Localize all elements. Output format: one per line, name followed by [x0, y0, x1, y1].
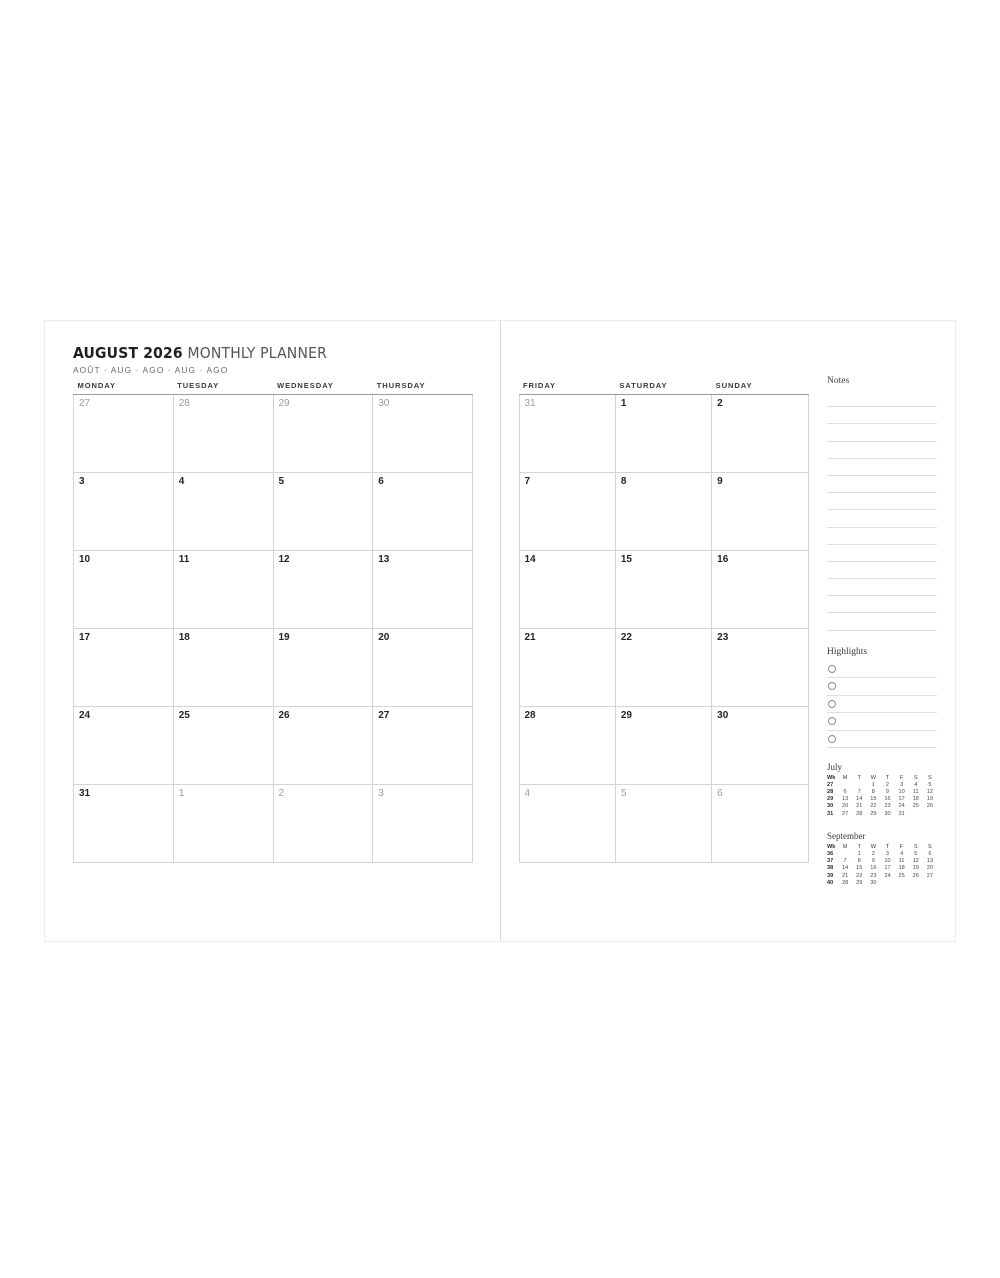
circle-icon[interactable]	[828, 682, 836, 690]
notes-line[interactable]	[827, 424, 937, 441]
mini-day-cell: 29	[870, 810, 877, 817]
notes-line[interactable]	[827, 510, 937, 527]
notes-line[interactable]	[827, 390, 937, 407]
mini-calendar-table	[827, 774, 937, 817]
calendar-week-row	[519, 785, 808, 863]
mini-week-row	[827, 789, 937, 796]
mini-day-cell	[880, 879, 894, 886]
notes-lines[interactable]	[827, 390, 937, 631]
calendar-day-cell[interactable]: 29	[273, 395, 373, 473]
mini-weekday-header: S	[928, 774, 932, 781]
notes-line[interactable]	[827, 596, 937, 613]
mini-day-cell: 19	[912, 865, 919, 872]
mini-day-cell: 11	[912, 789, 919, 796]
calendar-day-cell[interactable]: 1	[615, 395, 711, 473]
mini-header-row	[827, 774, 937, 781]
calendar-week-row	[519, 707, 808, 785]
mini-weekday-header: W	[870, 843, 876, 850]
mini-weekday-header: M	[842, 843, 848, 850]
mini-day-cell: 20	[841, 803, 849, 810]
highlight-row[interactable]	[827, 713, 937, 731]
notes-line[interactable]	[827, 562, 937, 579]
calendar-day-cell[interactable]: 2	[273, 785, 373, 863]
calendar-week-row	[519, 473, 808, 551]
mini-day-cell: 23	[884, 803, 891, 810]
highlight-row[interactable]	[827, 661, 937, 679]
mini-day-cell: 25	[898, 872, 905, 879]
weekday-header: SATURDAY	[615, 378, 711, 395]
highlights-title: Highlights	[827, 646, 868, 657]
mini-day-cell: 11	[898, 858, 905, 865]
calendar-day-cell[interactable]: 19	[273, 629, 373, 707]
calendar-day-cell[interactable]: 5	[615, 785, 711, 863]
mini-day-cell: 31	[898, 810, 905, 817]
mini-day-cell: 27	[926, 872, 934, 879]
mini-calendar-title: September	[827, 831, 866, 842]
calendar-day-cell[interactable]: 27	[373, 707, 473, 785]
mini-week-row	[827, 858, 937, 865]
mini-day-cell: 6	[843, 789, 847, 796]
weekday-header: SUNDAY	[712, 378, 808, 395]
mini-day-cell: 3	[885, 851, 890, 858]
mini-day-cell: 22	[856, 872, 863, 879]
mini-day-cell: 5	[914, 851, 918, 858]
calendar-day-cell[interactable]: 26	[273, 707, 373, 785]
mini-day-cell	[838, 781, 852, 788]
mini-week-row	[827, 781, 937, 788]
mini-day-cell: 9	[871, 858, 875, 865]
highlights-rows[interactable]	[827, 661, 937, 749]
mini-day-cell: 15	[856, 865, 863, 872]
mini-day-cell: 1	[857, 851, 861, 858]
mini-day-cell: 21	[856, 803, 863, 810]
right-page	[500, 321, 956, 941]
calendar-day-cell[interactable]: 14	[519, 551, 615, 629]
notes-line[interactable]	[827, 493, 937, 510]
calendar-day-cell[interactable]: 6	[712, 785, 808, 863]
mini-day-cell: 12	[912, 858, 919, 865]
calendar-day-cell[interactable]: 21	[519, 629, 615, 707]
mini-day-cell: 21	[841, 872, 849, 879]
mini-day-cell: 18	[898, 865, 905, 872]
right-calendar-body	[519, 395, 808, 863]
notes-title: Notes	[827, 376, 850, 386]
mini-day-cell	[838, 850, 852, 857]
header-languages: AOÛT · AUG · AGO · AUG · AGO	[73, 365, 229, 375]
notes-line[interactable]	[827, 613, 937, 630]
mini-day-cell: 9	[885, 789, 890, 796]
circle-icon[interactable]	[828, 717, 836, 725]
circle-icon[interactable]	[828, 735, 836, 743]
calendar-day-cell[interactable]: 12	[273, 551, 373, 629]
mini-day-cell: 30	[884, 810, 891, 817]
highlight-row[interactable]	[827, 696, 937, 714]
calendar-day-cell[interactable]: 31	[519, 395, 615, 473]
mini-week-row	[827, 803, 937, 810]
calendar-day-cell[interactable]: 3	[373, 785, 473, 863]
weekday-header: FRIDAY	[519, 378, 615, 395]
mini-day-cell: 17	[884, 865, 891, 872]
mini-day-cell: 23	[870, 872, 877, 879]
calendar-week-row	[74, 707, 473, 785]
mini-weekday-header: S	[913, 774, 918, 781]
calendar-day-cell[interactable]: 4	[173, 473, 273, 551]
calendar-day-cell[interactable]: 15	[615, 551, 711, 629]
mini-day-cell: 16	[870, 865, 877, 872]
calendar-day-cell[interactable]: 5	[273, 473, 373, 551]
mini-weekday-header: Wk	[827, 774, 836, 781]
calendar-day-cell[interactable]: 30	[712, 707, 808, 785]
highlight-row[interactable]	[827, 678, 937, 696]
calendar-day-cell[interactable]: 11	[173, 551, 273, 629]
side-panel	[827, 376, 937, 886]
mini-week-number: 38	[827, 865, 834, 872]
mini-calendar-title: July	[827, 762, 843, 773]
mini-day-cell: 19	[926, 796, 934, 803]
notes-line[interactable]	[827, 476, 937, 493]
highlight-row[interactable]	[827, 731, 937, 749]
calendar-day-cell[interactable]: 1	[173, 785, 273, 863]
notes-line[interactable]	[827, 545, 937, 562]
weekday-header-row	[519, 378, 808, 395]
mini-day-cell: 12	[926, 789, 934, 796]
mini-day-cell	[923, 879, 937, 886]
mini-weekday-header: Wk	[827, 843, 836, 850]
calendar-day-cell[interactable]: 6	[373, 473, 473, 551]
header-month-year: AUGUST 2026	[73, 344, 183, 362]
calendar-day-cell[interactable]: 27	[74, 395, 174, 473]
calendar-day-cell[interactable]: 3	[74, 473, 174, 551]
mini-day-cell: 30	[870, 879, 877, 886]
mini-week-row	[827, 810, 937, 817]
calendar-week-row	[519, 629, 808, 707]
mini-day-cell: 4	[914, 781, 918, 788]
mini-week-number: 27	[827, 781, 834, 788]
mini-day-cell: 13	[926, 858, 934, 865]
mini-day-cell: 26	[912, 872, 919, 879]
calendar-day-cell[interactable]: 7	[519, 473, 615, 551]
left-page	[45, 321, 500, 941]
header-doc-type: MONTHLY PLANNER	[182, 344, 327, 362]
mini-day-cell: 14	[841, 865, 849, 872]
calendar-day-cell[interactable]: 22	[615, 629, 711, 707]
mini-body-0	[827, 781, 937, 817]
mini-day-cell: 18	[912, 796, 919, 803]
planner-spread	[45, 321, 955, 941]
weekday-header: WEDNESDAY	[273, 378, 373, 395]
mini-week-number: 28	[827, 789, 834, 796]
mini-week-row	[827, 850, 937, 857]
calendar-day-cell[interactable]: 24	[74, 707, 174, 785]
calendar-week-row	[74, 785, 473, 863]
mini-day-cell: 10	[884, 858, 891, 865]
weekday-header: MONDAY	[74, 378, 174, 395]
calendar-week-row	[74, 551, 473, 629]
weekday-header: THURSDAY	[373, 378, 473, 395]
calendar-day-cell[interactable]: 16	[712, 551, 808, 629]
mini-day-cell: 4	[900, 851, 904, 858]
calendar-day-cell[interactable]: 9	[712, 473, 808, 551]
notes-line[interactable]	[827, 442, 937, 459]
mini-week-row	[827, 879, 937, 886]
mini-week-number: 30	[827, 803, 834, 810]
calendar-day-cell[interactable]: 8	[615, 473, 711, 551]
notes-line[interactable]	[827, 459, 937, 476]
mini-day-cell: 2	[885, 781, 890, 788]
mini-day-cell	[895, 879, 909, 886]
calendar-day-cell[interactable]: 31	[74, 785, 174, 863]
mini-day-cell: 13	[841, 796, 849, 803]
highlights-block	[827, 647, 937, 749]
notes-line[interactable]	[827, 528, 937, 545]
weekday-header-row	[74, 378, 473, 395]
mini-day-cell: 17	[898, 796, 905, 803]
mini-day-cell: 27	[841, 810, 849, 817]
calendar-day-cell[interactable]: 28	[173, 395, 273, 473]
mini-header-row	[827, 843, 937, 850]
mini-week-row	[827, 796, 937, 803]
calendar-day-cell[interactable]: 30	[373, 395, 473, 473]
calendar-day-cell[interactable]: 18	[173, 629, 273, 707]
calendar-day-cell[interactable]: 20	[373, 629, 473, 707]
page-header	[73, 344, 327, 375]
mini-week-number: 39	[827, 872, 834, 879]
circle-icon[interactable]	[828, 665, 836, 673]
calendar-day-cell[interactable]: 28	[519, 707, 615, 785]
calendar-day-cell[interactable]: 2	[712, 395, 808, 473]
mini-week-number: 29	[827, 796, 834, 803]
mini-day-cell: 8	[871, 789, 875, 796]
mini-day-cell	[909, 810, 923, 817]
mini-day-cell: 28	[841, 879, 849, 886]
mini-calendar-september	[827, 831, 937, 886]
mini-day-cell: 1	[871, 781, 875, 788]
mini-week-row	[827, 865, 937, 872]
mini-weekday-header: F	[899, 843, 904, 850]
calendar-day-cell[interactable]: 25	[173, 707, 273, 785]
mini-week-number: 37	[827, 858, 834, 865]
left-calendar-grid	[73, 378, 473, 863]
mini-day-cell	[909, 879, 923, 886]
left-calendar-body	[74, 395, 473, 863]
mini-day-cell: 8	[857, 858, 861, 865]
mini-weekday-header: S	[928, 843, 932, 850]
mini-week-number: 36	[827, 851, 834, 858]
mini-weekday-header: T	[857, 843, 861, 850]
mini-day-cell	[852, 781, 866, 788]
mini-day-cell: 6	[928, 851, 932, 858]
calendar-day-cell[interactable]: 10	[74, 551, 174, 629]
mini-day-cell: 14	[856, 796, 863, 803]
mini-weekday-header: T	[885, 843, 890, 850]
mini-calendar-july	[827, 762, 937, 817]
weekday-header: TUESDAY	[173, 378, 273, 395]
mini-week-row	[827, 872, 937, 879]
calendar-week-row	[519, 395, 808, 473]
calendar-week-row	[74, 473, 473, 551]
calendar-day-cell[interactable]: 23	[712, 629, 808, 707]
mini-body-1	[827, 850, 937, 886]
mini-day-cell: 24	[898, 803, 905, 810]
mini-weekday-header: T	[885, 774, 890, 781]
mini-day-cell: 7	[843, 858, 847, 865]
page-title	[73, 344, 327, 362]
mini-day-cell: 7	[857, 789, 861, 796]
mini-weekday-header: S	[913, 843, 918, 850]
mini-day-cell: 20	[926, 865, 934, 872]
mini-day-cell: 26	[926, 803, 934, 810]
calendar-day-cell[interactable]: 29	[615, 707, 711, 785]
mini-weekday-header: T	[857, 774, 861, 781]
right-calendar-grid	[519, 378, 809, 863]
calendar-day-cell[interactable]: 4	[519, 785, 615, 863]
mini-day-cell: 15	[870, 796, 877, 803]
mini-week-number: 31	[827, 810, 834, 817]
mini-week-number: 40	[827, 879, 834, 886]
mini-calendar-table	[827, 843, 937, 886]
mini-day-cell: 3	[900, 781, 904, 788]
mini-day-cell: 2	[871, 851, 875, 858]
calendar-week-row	[74, 629, 473, 707]
mini-day-cell: 10	[898, 789, 905, 796]
mini-weekday-header: F	[899, 774, 904, 781]
mini-weekday-header: M	[842, 774, 848, 781]
notes-line[interactable]	[827, 407, 937, 424]
calendar-day-cell[interactable]: 13	[373, 551, 473, 629]
mini-day-cell: 16	[884, 796, 891, 803]
mini-day-cell: 22	[870, 803, 877, 810]
calendar-day-cell[interactable]: 17	[74, 629, 174, 707]
mini-day-cell: 28	[856, 810, 863, 817]
mini-day-cell: 24	[884, 872, 891, 879]
mini-day-cell	[923, 810, 937, 817]
mini-weekday-header: W	[870, 774, 876, 781]
mini-day-cell: 5	[928, 781, 932, 788]
calendar-week-row	[74, 395, 473, 473]
notes-line[interactable]	[827, 579, 937, 596]
mini-day-cell: 25	[912, 803, 919, 810]
mini-day-cell: 29	[856, 879, 863, 886]
circle-icon[interactable]	[828, 700, 836, 708]
calendar-week-row	[519, 551, 808, 629]
